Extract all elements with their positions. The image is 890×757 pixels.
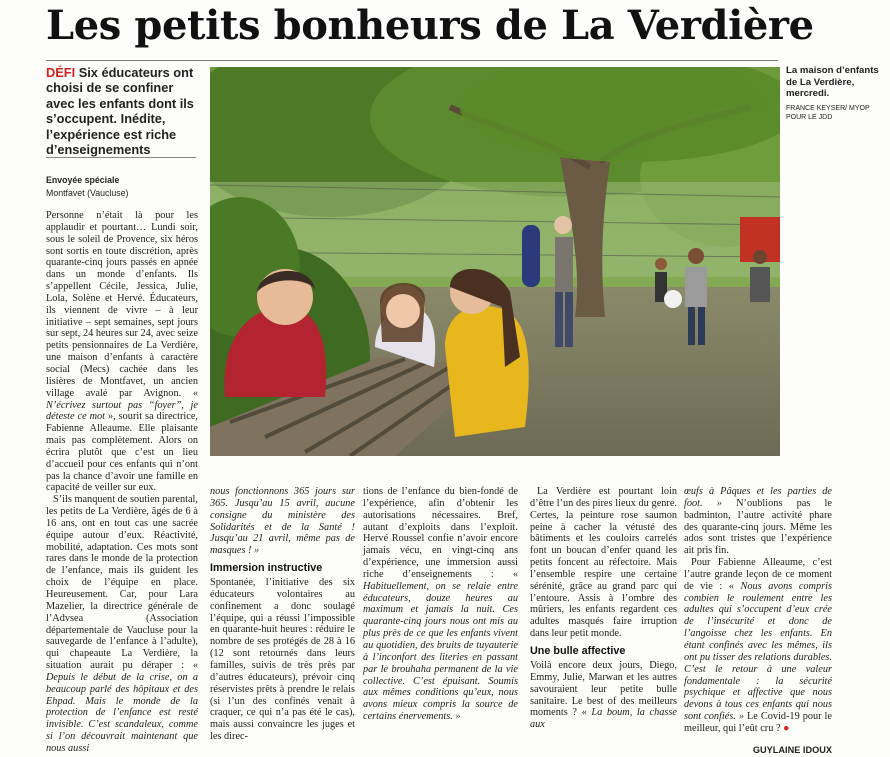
paragraph: nous fonctionnons 365 jours sur 365. Jusqu’au 15 avril, aucune consigne du ministère des Solidarités et de la Santé ! Jusqu’au 21 avril, même pas de masques ! »	[210, 486, 355, 557]
subheading: Immersion instructive	[210, 562, 323, 575]
body-column-2	[210, 486, 355, 743]
byline-place: Montfavet (Vaucluse)	[46, 188, 129, 198]
byline	[46, 174, 198, 199]
byline-role: Envoyée spéciale	[46, 175, 120, 185]
paragraph: S’ils manquent de soutien parental, les petits de La Verdière, âgés de 6 à 16 ans, ont en tout cas une sacrée équipe autour d’eux. Réactivité, mobilité, adaptation. Ces mots sont rares dans le monde de la protection de l’enfance, mais ils guident les choix de l’équipe en place. Heureusement. Car, pour Lara Mazelier, la directrice générale de l’Advsea (Association départementale de Vaucluse pour la sauvegarde de l’enfance à l’adulte), qui chapeaute La Verdière, la situation aurait pu déraper : « Depuis le début de la crise, on a beaucoup parlé des hôpitaux et des Ehpad. Mais le monde de la protection de l’enfance est resté invisible. C’est scandaleux, comme si l’on découvrait maintenant que nous aussi	[46, 494, 198, 754]
lead-text: Six éducateurs ont choisi de se confiner avec les enfants dont ils s’occupent. Inédite, l’expérience est riche d’enseignements	[46, 65, 194, 158]
body-column-4	[530, 486, 677, 731]
paragraph: La Verdière est pourtant loin d’être l’un des pires lieux du genre. Certes, la peinture rose saumon peine à cacher la vétusté des bâtiments et les couloirs carrelés font un boucan d’enfer quand les petits foncent au réfectoire. Mais l’ensemble respire une certaine sérénité, grâce au grand parc qui l’entoure. Assis à l’ombre des mûriers, les enfants regardent ces adultes masqués faire irruption dans leur petit monde.	[530, 486, 677, 640]
article-photo	[210, 67, 780, 456]
body-column-3	[363, 486, 518, 723]
paragraph: Personne n’était là pour les applaudir et pourtant… Lundi soir, sous le soleil de Provence, six héros sont sortis en toute discrétion, après quarante-cinq jours passés en apnée dans un monde d’enfants. Ils s’appellent Cécile, Jessica, Julie, Lola, Solène et Hervé. Éducateurs, ils viennent de vivre – à leur initiative – sept semaines, sept jours sur sept, 24 heures sur 24, avec seize petits pensionnaires de La Verdière, une maison d’enfants à caractère social (Mecs) cachée dans les lisières de Montfavet, un ancien village avalé par Avignon. « N’écrivez surtout pas “foyer”, je déteste ce mot », sourit sa directrice, Fabienne Alleaume. Elle plaisante mais pas complètement. Alors on écrira plutôt que c’est un lieu d’accueil pour ces enfants qui n’ont pas la chance d’avoir une famille en capacité de veiller sur eux.	[46, 210, 198, 494]
headline: Les petits bonheurs de La Verdière	[46, 2, 814, 49]
red-dot-icon: ●	[783, 722, 790, 734]
paragraph: Pour Fabienne Alleaume, c’est l’autre grande leçon de ce moment de vie : « Nous avons compris combien le roulement entre les adultes qui s’occupent d’eux crée de l’insécurité et donc de l’angoisse chez les enfants. En étant confinés avec les mêmes, ils ont pu tisser des relations durables. C’est le retour à une valeur fondamentale : la sécurité psychique et affective que nous devons à tous ces enfants qui nous sont confiés. » Le Covid-19 pour le meilleur, qui l’eût cru ? ●	[684, 557, 832, 734]
kicker: DÉFI	[46, 65, 76, 80]
lead-rule	[46, 157, 196, 158]
photo-credit: FRANCE KEYSER/ MYOP POUR LE JDD	[786, 104, 870, 122]
paragraph: œufs à Pâques et les parties de foot. » N’oublions pas le badminton, l’autre activité phare des quarante-cinq jours. Même les ados sont tristes que l’expérience ait pris fin.	[684, 486, 832, 557]
caption-text: La maison d’enfants de La Verdière, mercredi.	[786, 65, 879, 99]
paragraph: tions de l’enfance du bien-fondé de l’expérience, afin d’obtenir les autorisations nécessaires. Bref, autant d’exploits dans l’exploit. Hervé Roussel confie n’avoir encore jamais vécu, en vingt-cinq ans d’expérience, une immersion aussi riche d’enseignements : « Habituellement, on se relaie entre éducateurs, douze heures au maximum et jamais la nuit. Ces quarante-cinq jours nous ont mis au plus près de ce que les enfants vivent au quotidien, des bruits de tuyauterie à l’inconfort des literies en passant par le brouhaha permanent de la vie collective. C’est épuisant. Soumis aux mêmes conditions qu’eux, nous avons mieux compris la source de certains énervements. »	[363, 486, 518, 723]
photo-caption	[786, 65, 890, 123]
paragraph: Spontanée, l’initiative des six éducateurs volontaires au confinement a donc soulagé l’équipe, qui a réussi l’impossible en quarante-huit heures : réduire le nombre de ses protégés de 28 à 16 (12 sont retournés dans leurs familles, suivis de très près par d’autres éducateurs), prévoir cinq réservistes prêts à prendre le relais (si l’un des confinés venait à craquer, ce qui n’a pas été le cas), mais aussi convaincre les juges et les direc-	[210, 577, 355, 743]
author-signature: GUYLAINE IDOUX	[752, 744, 832, 755]
header-rule	[46, 60, 778, 61]
photo-illustration	[210, 67, 780, 456]
lead-paragraph	[46, 65, 198, 157]
subheading: Une bulle affective	[530, 644, 626, 657]
paragraph: Voilà encore deux jours, Diego, Emmy, Julie, Marwan et les autres savouraient leur petite bulle sanitaire. Le best of des meilleurs moments ? « La boum, la chasse aux	[530, 659, 677, 731]
body-column-5	[684, 486, 832, 757]
body-column-1	[46, 210, 198, 755]
